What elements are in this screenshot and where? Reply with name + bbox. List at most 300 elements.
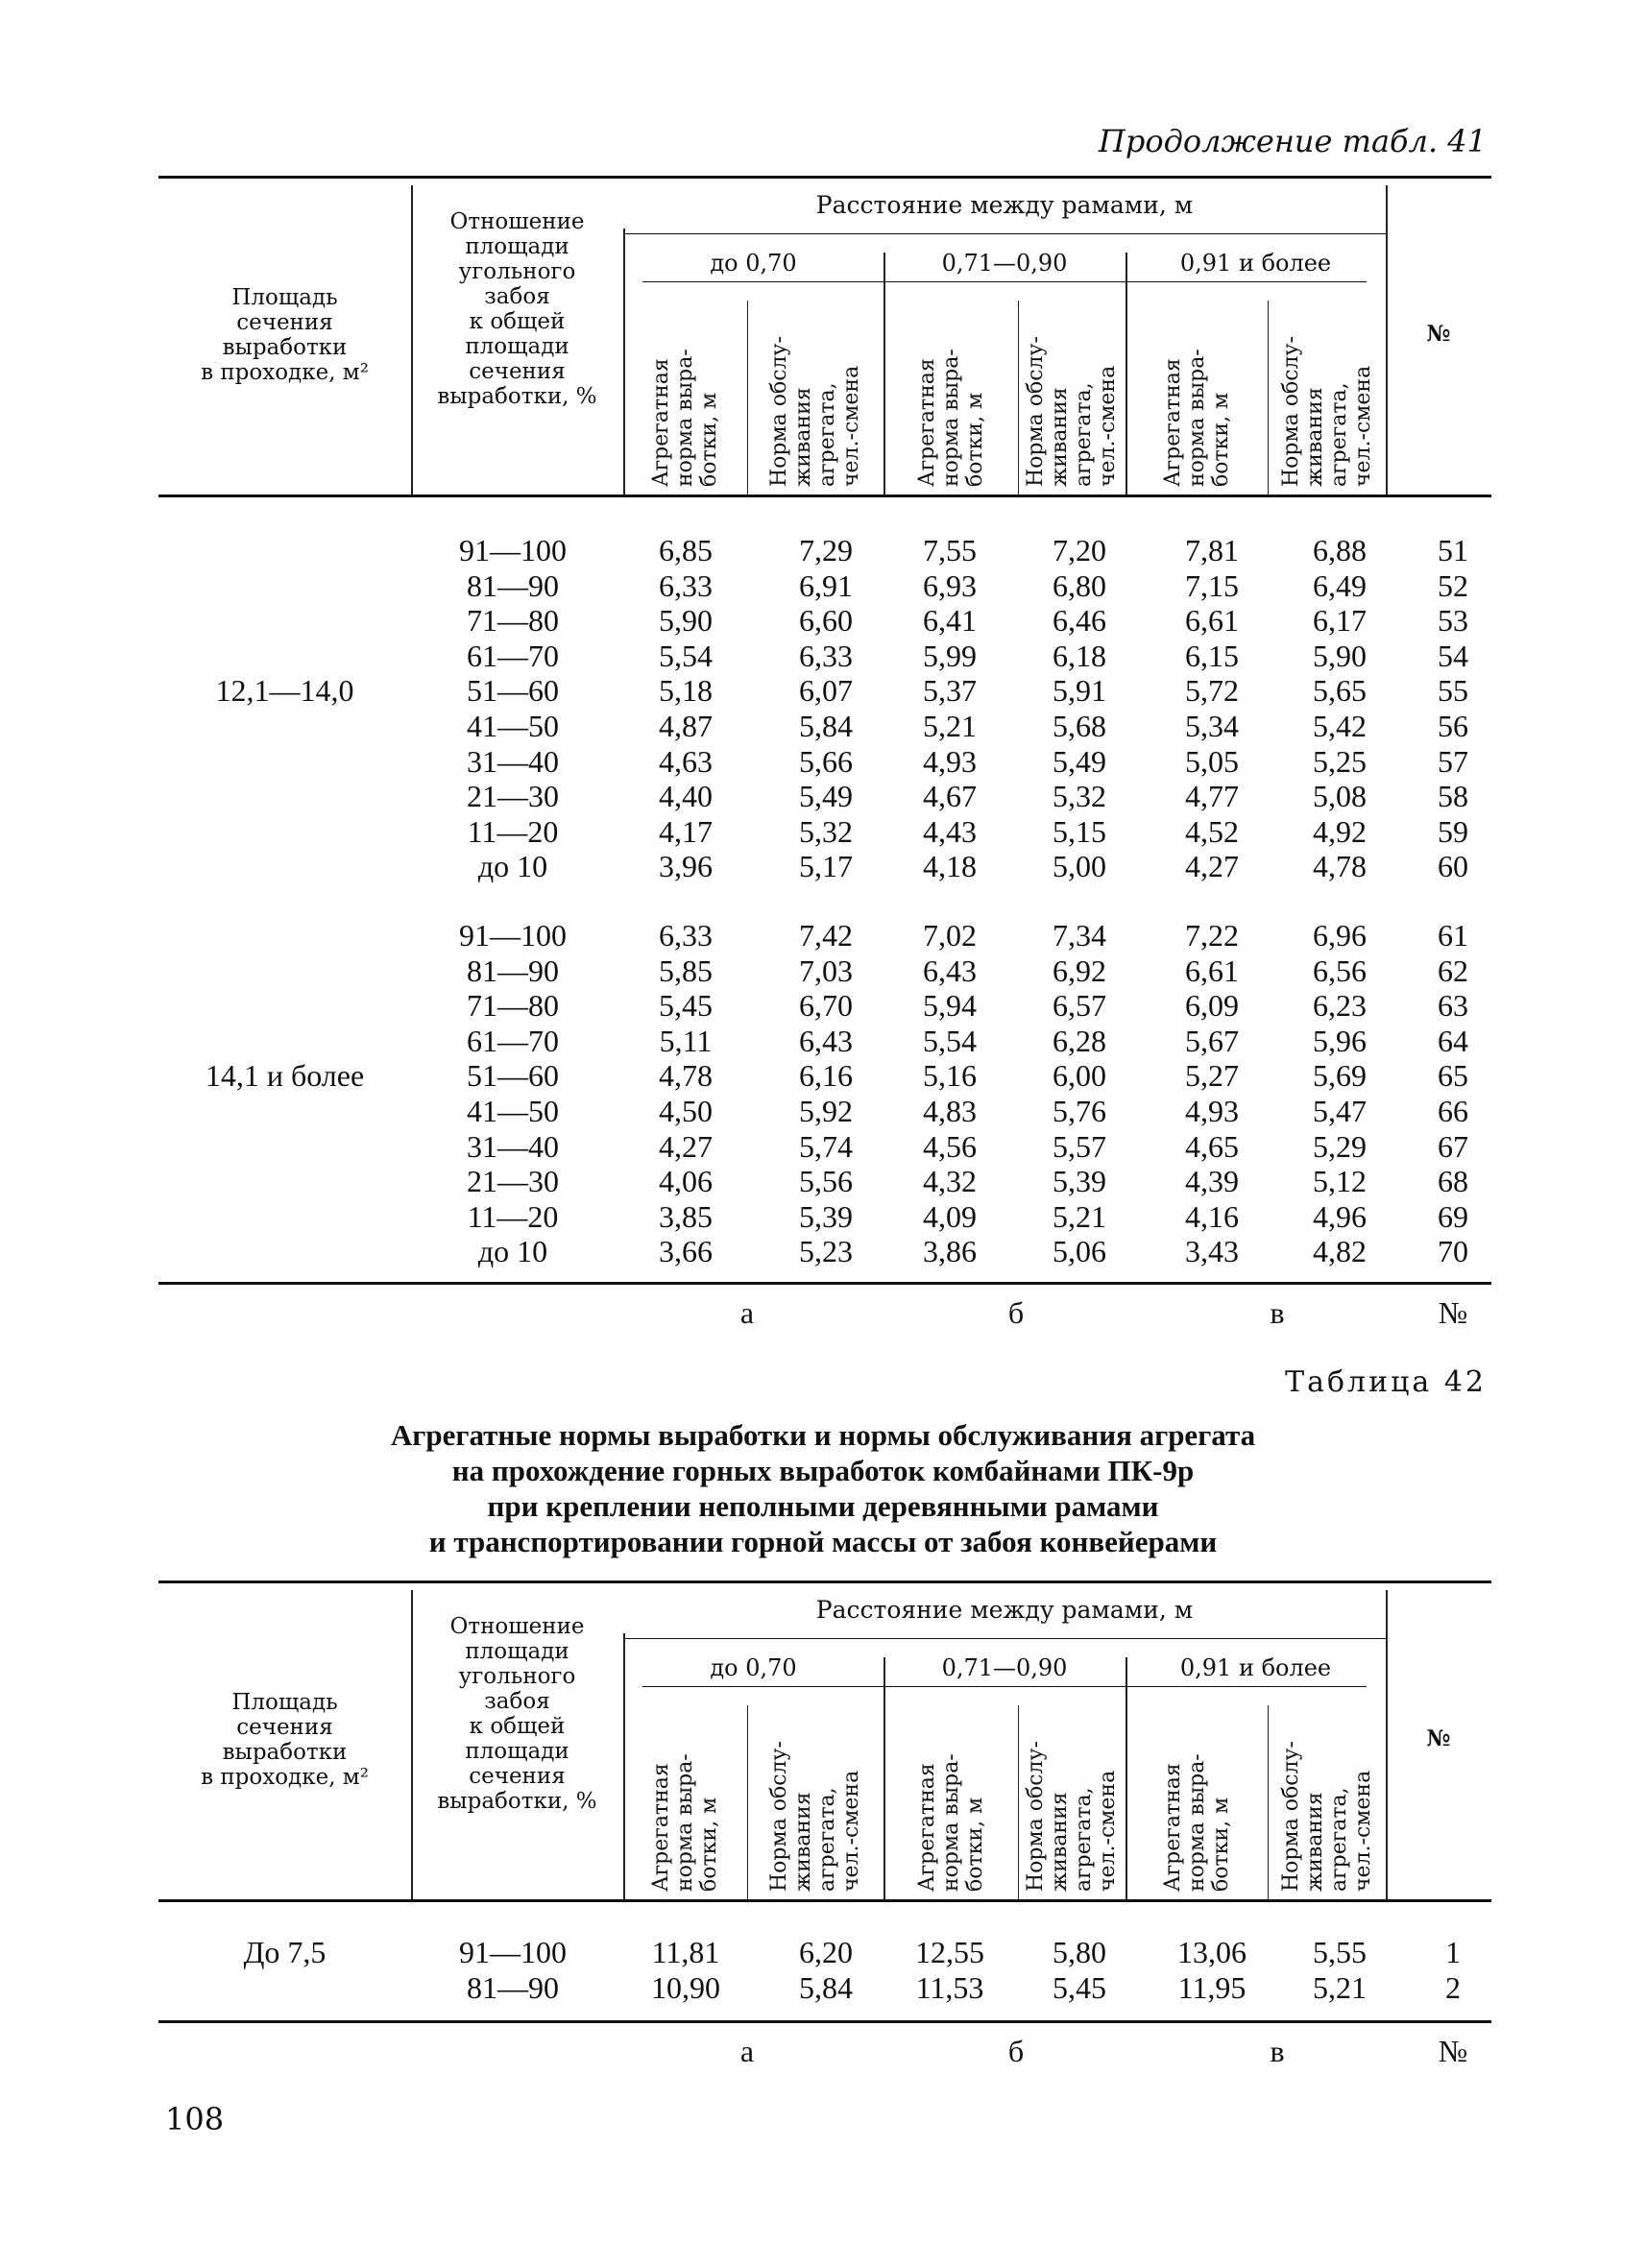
title-line: на прохождение горных выработок комбайнами ПК-9р [451, 1454, 1195, 1487]
row-number: 51 [1438, 533, 1468, 567]
column-header-line: агрегата, [1326, 382, 1351, 487]
column-letter: № [1438, 1295, 1468, 1330]
value-cell: 6,46 [1053, 603, 1106, 639]
ratio-cell: 61—70 [467, 638, 559, 673]
value-cell: 4,92 [1313, 813, 1367, 849]
header-divider [1018, 1705, 1019, 1899]
ratio-header-line: угольного [458, 259, 576, 284]
value-cell: 5,54 [923, 1023, 977, 1058]
column-header-line: норма выра- [1184, 1753, 1209, 1892]
ratio-header-line: выработки, % [437, 1789, 597, 1814]
value-cell: 4,32 [923, 1164, 977, 1199]
column-header-line: чел.-смена [1096, 1770, 1120, 1892]
value-cell: 5,99 [923, 638, 977, 673]
ratio-header-line: забоя [484, 284, 550, 309]
value-cell: 4,16 [1185, 1198, 1239, 1234]
column-header-line: Норма обслу- [767, 1741, 791, 1892]
value-cell: 4,63 [659, 743, 713, 779]
value-cell: 4,43 [923, 813, 977, 849]
ratio-cell: 91—100 [459, 918, 567, 953]
row-number: 54 [1438, 638, 1468, 673]
value-cell: 5,08 [1313, 779, 1367, 814]
column-header [1279, 336, 1375, 487]
value-cell: 5,27 [1185, 1058, 1239, 1094]
value-cell: 5,94 [923, 988, 977, 1024]
ratio-header-line: к общей [469, 1714, 566, 1739]
ratio-cell: 51—60 [467, 1058, 559, 1094]
distance-group-header: 0,71—0,90 [941, 250, 1068, 277]
row-number: 1 [1445, 1935, 1461, 1969]
column-header [915, 1753, 987, 1892]
value-cell: 12,55 [915, 1935, 984, 1969]
value-cell: 4,65 [1185, 1128, 1239, 1164]
row-number: 61 [1438, 918, 1468, 953]
value-cell: 7,15 [1185, 567, 1239, 603]
value-cell: 5,85 [659, 953, 713, 988]
header-divider [1126, 1657, 1127, 1899]
value-cell: 7,42 [799, 918, 853, 953]
column-header-line: Норма обслу- [1278, 336, 1303, 487]
value-cell: 4,83 [923, 1094, 977, 1128]
value-cell: 6,49 [1313, 567, 1367, 603]
value-cell: 4,67 [923, 779, 977, 814]
value-cell: 11,53 [915, 1970, 984, 2005]
value-cell: 3,86 [923, 1234, 977, 1269]
value-cell: 6,80 [1053, 567, 1106, 603]
column-header [1024, 336, 1120, 487]
column-header-line: Норма обслу- [767, 336, 791, 487]
column-header-line: Норма обслу- [1278, 1741, 1303, 1892]
column-header-line: чел.-смена [839, 1770, 863, 1892]
header-divider [1268, 301, 1269, 495]
continuation-label: Продолжение табл. 41 [1098, 123, 1487, 159]
ratio-cell: 21—30 [467, 1164, 559, 1199]
value-cell: 5,55 [1313, 1935, 1367, 1969]
groups-rule [642, 1686, 1367, 1687]
distance-rule [623, 233, 1386, 234]
ratio-cell: 61—70 [467, 1023, 559, 1058]
value-cell: 6,96 [1313, 918, 1367, 953]
value-cell: 5,92 [799, 1094, 853, 1128]
value-cell: 5,80 [1053, 1935, 1106, 1969]
column-header-line: живания [1302, 387, 1327, 487]
value-cell: 5,25 [1313, 743, 1367, 779]
area-header-line: сечения [236, 310, 333, 335]
column-header-line: Агрегатная [1160, 1763, 1185, 1892]
ratio-header [411, 209, 623, 409]
area-header-line: Площадь [231, 285, 338, 310]
value-cell: 5,06 [1053, 1234, 1106, 1269]
ratio-cell: 31—40 [467, 1128, 559, 1164]
value-cell: 6,20 [799, 1935, 853, 1969]
row-number: 66 [1438, 1094, 1468, 1128]
ratio-header-line: площади [465, 1639, 569, 1664]
distance-header: Расстояние между рамами, м [815, 1596, 1194, 1624]
value-cell: 6,70 [799, 988, 853, 1024]
value-cell: 6,60 [799, 603, 853, 639]
value-cell: 6,92 [1053, 953, 1106, 988]
column-header-line: норма выра- [938, 349, 963, 487]
column-header-line: ботки, м [1208, 392, 1233, 487]
value-cell: 6,33 [799, 638, 853, 673]
value-cell: 3,96 [659, 849, 713, 884]
value-cell: 5,49 [1053, 743, 1106, 779]
group-label: До 7,5 [243, 1935, 327, 1969]
value-cell: 5,96 [1313, 1023, 1367, 1058]
title-line: Агрегатные нормы выработки и нормы обслуживания агрегата [390, 1418, 1256, 1452]
column-header [1279, 1741, 1375, 1892]
value-cell: 5,18 [659, 673, 713, 709]
column-header-line: агрегата, [815, 382, 839, 487]
column-header-line: Агрегатная [1160, 358, 1185, 487]
row-number: 59 [1438, 813, 1468, 849]
row-number: 56 [1438, 709, 1468, 743]
ratio-cell: 41—50 [467, 1094, 559, 1128]
value-cell: 4,17 [659, 813, 713, 849]
value-cell: 6,18 [1053, 638, 1106, 673]
area-header-line: выработки [222, 335, 348, 360]
value-cell: 4,93 [1185, 1094, 1239, 1128]
ratio-header-line: площади [465, 334, 569, 359]
header-divider [884, 1657, 885, 1899]
group-label: 14,1 и более [205, 1058, 365, 1094]
value-cell: 4,27 [659, 1128, 713, 1164]
value-cell: 7,20 [1053, 533, 1106, 567]
column-header [767, 1741, 863, 1892]
column-header-line: Агрегатная [914, 1763, 939, 1892]
row-number: 55 [1438, 673, 1468, 709]
value-cell: 5,42 [1313, 709, 1367, 743]
top-rule [158, 176, 1491, 179]
ratio-cell: 11—20 [467, 1198, 559, 1234]
value-cell: 6,61 [1185, 953, 1239, 988]
area-header-line: Площадь [231, 1690, 338, 1715]
value-cell: 4,82 [1313, 1234, 1367, 1269]
value-cell: 5,54 [659, 638, 713, 673]
header-rule [158, 495, 1491, 497]
column-letter: в [1270, 2034, 1285, 2068]
value-cell: 3,85 [659, 1198, 713, 1234]
row-number: 70 [1438, 1234, 1468, 1269]
value-cell: 7,29 [799, 533, 853, 567]
value-cell: 5,15 [1053, 813, 1106, 849]
table-42-title [0, 1417, 1646, 1559]
ratio-header-line: площади [465, 1739, 569, 1764]
column-letter: а [739, 1295, 755, 1330]
column-header-line: норма выра- [938, 1753, 963, 1892]
area-header [158, 285, 411, 385]
number-header: № [1426, 321, 1451, 347]
value-cell: 5,29 [1313, 1128, 1367, 1164]
value-cell: 6,88 [1313, 533, 1367, 567]
value-cell: 4,78 [659, 1058, 713, 1094]
ratio-header-line: к общей [469, 309, 566, 334]
value-cell: 6,33 [659, 918, 713, 953]
column-header-line: чел.-смена [839, 365, 863, 487]
value-cell: 6,41 [923, 603, 977, 639]
column-letter: б [1007, 2034, 1025, 2068]
row-number: 57 [1438, 743, 1468, 779]
value-cell: 5,21 [1313, 1970, 1367, 2005]
column-header [767, 336, 863, 487]
value-cell: 5,84 [799, 709, 853, 743]
title-line: и транспортировании горной массы от забоя конвейерами [428, 1525, 1218, 1558]
value-cell: 4,93 [923, 743, 977, 779]
value-cell: 6,28 [1053, 1023, 1106, 1058]
value-cell: 4,06 [659, 1164, 713, 1199]
value-cell: 6,61 [1185, 603, 1239, 639]
column-header [1024, 1741, 1120, 1892]
ratio-cell: 91—100 [459, 533, 567, 567]
area-header-line: в проходке, м² [201, 1765, 369, 1790]
ratio-cell: до 10 [477, 1234, 548, 1269]
value-cell: 5,57 [1053, 1128, 1106, 1164]
ratio-cell: до 10 [477, 849, 548, 884]
ratio-cell: 91—100 [459, 1935, 567, 1969]
value-cell: 5,56 [799, 1164, 853, 1199]
ratio-header-line: площади [465, 234, 569, 259]
column-header-line: живания [791, 1792, 815, 1892]
column-letter: № [1438, 2034, 1468, 2068]
header-divider [747, 301, 748, 495]
column-header-line: норма выра- [673, 1753, 697, 1892]
ratio-cell: 51—60 [467, 673, 559, 709]
value-cell: 7,02 [923, 918, 977, 953]
value-cell: 6,00 [1053, 1058, 1106, 1094]
header-divider [884, 253, 885, 495]
area-header-line: сечения [236, 1715, 333, 1740]
value-cell: 5,39 [1053, 1164, 1106, 1199]
column-header-line: живания [791, 387, 815, 487]
value-cell: 5,45 [659, 988, 713, 1024]
column-letter: в [1270, 1295, 1285, 1330]
column-header-line: агрегата, [1072, 382, 1096, 487]
value-cell: 5,23 [799, 1234, 853, 1269]
ratio-header-line: Отношение [449, 1614, 585, 1639]
row-number: 63 [1438, 988, 1468, 1024]
value-cell: 6,57 [1053, 988, 1106, 1024]
value-cell: 5,49 [799, 779, 853, 814]
page-number: 108 [165, 2101, 225, 2137]
column-header-line: чел.-смена [1096, 365, 1120, 487]
value-cell: 5,05 [1185, 743, 1239, 779]
distance-group-header: 0,91 и более [1179, 1654, 1332, 1681]
row-number: 52 [1438, 567, 1468, 603]
value-cell: 5,91 [1053, 673, 1106, 709]
value-cell: 5,67 [1185, 1023, 1239, 1058]
value-cell: 5,16 [923, 1058, 977, 1094]
value-cell: 6,56 [1313, 953, 1367, 988]
ratio-cell: 11—20 [467, 813, 559, 849]
value-cell: 4,18 [923, 849, 977, 884]
value-cell: 4,77 [1185, 779, 1239, 814]
value-cell: 5,66 [799, 743, 853, 779]
row-number: 67 [1438, 1128, 1468, 1164]
table-42-caption: Таблица 42 [1285, 1365, 1487, 1399]
area-header-line: выработки [222, 1740, 348, 1765]
value-cell: 5,84 [799, 1970, 853, 2005]
ratio-header [411, 1614, 623, 1814]
row-number: 69 [1438, 1198, 1468, 1234]
value-cell: 5,32 [799, 813, 853, 849]
value-cell: 5,68 [1053, 709, 1106, 743]
value-cell: 4,39 [1185, 1164, 1239, 1199]
ratio-cell: 71—80 [467, 603, 559, 639]
distance-header: Расстояние между рамами, м [815, 191, 1194, 219]
column-letter: а [739, 2034, 755, 2068]
header-divider [1268, 1705, 1269, 1899]
value-cell: 5,12 [1313, 1164, 1367, 1199]
value-cell: 6,43 [923, 953, 977, 988]
column-header-line: чел.-смена [1350, 1770, 1375, 1892]
value-cell: 5,21 [923, 709, 977, 743]
bottom-rule [158, 1282, 1491, 1285]
value-cell: 5,74 [799, 1128, 853, 1164]
value-cell: 7,34 [1053, 918, 1106, 953]
row-number: 60 [1438, 849, 1468, 884]
distance-group-header: до 0,70 [710, 250, 797, 277]
value-cell: 6,93 [923, 567, 977, 603]
value-cell: 6,85 [659, 533, 713, 567]
ratio-header-line: угольного [458, 1664, 576, 1689]
value-cell: 5,72 [1185, 673, 1239, 709]
value-cell: 6,17 [1313, 603, 1367, 639]
ratio-cell: 31—40 [467, 743, 559, 779]
value-cell: 4,52 [1185, 813, 1239, 849]
value-cell: 6,43 [799, 1023, 853, 1058]
column-header-line: норма выра- [1184, 349, 1209, 487]
header-divider [1018, 301, 1019, 495]
ratio-header-line: сечения [469, 1764, 566, 1789]
row-number: 58 [1438, 779, 1468, 814]
value-cell: 3,66 [659, 1234, 713, 1269]
bottom-rule [158, 2020, 1491, 2023]
value-cell: 5,21 [1053, 1198, 1106, 1234]
value-cell: 5,34 [1185, 709, 1239, 743]
column-header-line: агрегата, [1072, 1787, 1096, 1892]
column-header-line: чел.-смена [1350, 365, 1375, 487]
row-number: 53 [1438, 603, 1468, 639]
column-header-line: живания [1048, 1792, 1072, 1892]
ratio-cell: 81—90 [467, 953, 559, 988]
value-cell: 6,33 [659, 567, 713, 603]
value-cell: 4,56 [923, 1128, 977, 1164]
value-cell: 5,17 [799, 849, 853, 884]
value-cell: 7,81 [1185, 533, 1239, 567]
row-number: 2 [1445, 1970, 1461, 2005]
value-cell: 4,87 [659, 709, 713, 743]
value-cell: 5,90 [1313, 638, 1367, 673]
value-cell: 5,69 [1313, 1058, 1367, 1094]
ratio-header-line: забоя [484, 1689, 550, 1714]
value-cell: 5,11 [659, 1023, 713, 1058]
value-cell: 4,96 [1313, 1198, 1367, 1234]
value-cell: 6,23 [1313, 988, 1367, 1024]
value-cell: 4,40 [659, 779, 713, 814]
distance-group-header: до 0,70 [710, 1654, 797, 1681]
value-cell: 6,07 [799, 673, 853, 709]
value-cell: 7,03 [799, 953, 853, 988]
distance-group-header: 0,71—0,90 [941, 1654, 1068, 1681]
column-header [915, 349, 987, 487]
value-cell: 11,81 [651, 1935, 720, 1969]
column-header-line: Агрегатная [914, 358, 939, 487]
column-header-line: Норма обслу- [1024, 336, 1048, 487]
value-cell: 10,90 [651, 1970, 720, 2005]
ratio-header-line: выработки, % [437, 384, 597, 409]
column-header-line: ботки, м [1208, 1797, 1233, 1892]
value-cell: 5,37 [923, 673, 977, 709]
column-header [649, 1753, 721, 1892]
header-rule [158, 1899, 1491, 1902]
number-header: № [1426, 1725, 1451, 1751]
value-cell: 5,90 [659, 603, 713, 639]
column-letter: б [1007, 1295, 1025, 1330]
column-header-line: ботки, м [697, 392, 721, 487]
value-cell: 4,50 [659, 1094, 713, 1128]
value-cell: 11,95 [1177, 1970, 1247, 2005]
column-header-line: ботки, м [697, 1797, 721, 1892]
column-header-line: живания [1302, 1792, 1327, 1892]
value-cell: 5,65 [1313, 673, 1367, 709]
distance-rule [623, 1638, 1386, 1639]
value-cell: 4,09 [923, 1198, 977, 1234]
column-header-line: Агрегатная [649, 358, 673, 487]
value-cell: 5,76 [1053, 1094, 1106, 1128]
column-header [1161, 1753, 1233, 1892]
column-header-line: ботки, м [962, 392, 987, 487]
header-divider [747, 1705, 748, 1899]
ratio-cell: 21—30 [467, 779, 559, 814]
value-cell: 7,55 [923, 533, 977, 567]
value-cell: 13,06 [1177, 1935, 1247, 1969]
column-header [1161, 349, 1233, 487]
value-cell: 5,45 [1053, 1970, 1106, 2005]
area-header-line: в проходке, м² [201, 360, 369, 385]
value-cell: 5,32 [1053, 779, 1106, 814]
column-header-line: норма выра- [673, 349, 697, 487]
column-header-line: агрегата, [1326, 1787, 1351, 1892]
ratio-cell: 81—90 [467, 567, 559, 603]
value-cell: 6,91 [799, 567, 853, 603]
value-cell: 4,27 [1185, 849, 1239, 884]
value-cell: 3,43 [1185, 1234, 1239, 1269]
value-cell: 7,22 [1185, 918, 1239, 953]
value-cell: 4,78 [1313, 849, 1367, 884]
value-cell: 5,00 [1053, 849, 1106, 884]
ratio-cell: 41—50 [467, 709, 559, 743]
column-header-line: ботки, м [962, 1797, 987, 1892]
ratio-header-line: сечения [469, 359, 566, 384]
row-number: 64 [1438, 1023, 1468, 1058]
value-cell: 6,16 [799, 1058, 853, 1094]
row-number: 65 [1438, 1058, 1468, 1094]
row-number: 62 [1438, 953, 1468, 988]
column-header-line: живания [1048, 387, 1072, 487]
column-header-line: Норма обслу- [1024, 1741, 1048, 1892]
groups-rule [642, 281, 1367, 282]
column-header [649, 349, 721, 487]
row-number: 68 [1438, 1164, 1468, 1199]
distance-group-header: 0,91 и более [1179, 250, 1332, 277]
top-rule [158, 1580, 1491, 1583]
area-header [158, 1690, 411, 1790]
title-line: при креплении неполными деревянными рамами [487, 1489, 1159, 1523]
value-cell: 5,39 [799, 1198, 853, 1234]
ratio-cell: 81—90 [467, 1970, 559, 2005]
value-cell: 6,15 [1185, 638, 1239, 673]
column-header-line: Агрегатная [649, 1763, 673, 1892]
